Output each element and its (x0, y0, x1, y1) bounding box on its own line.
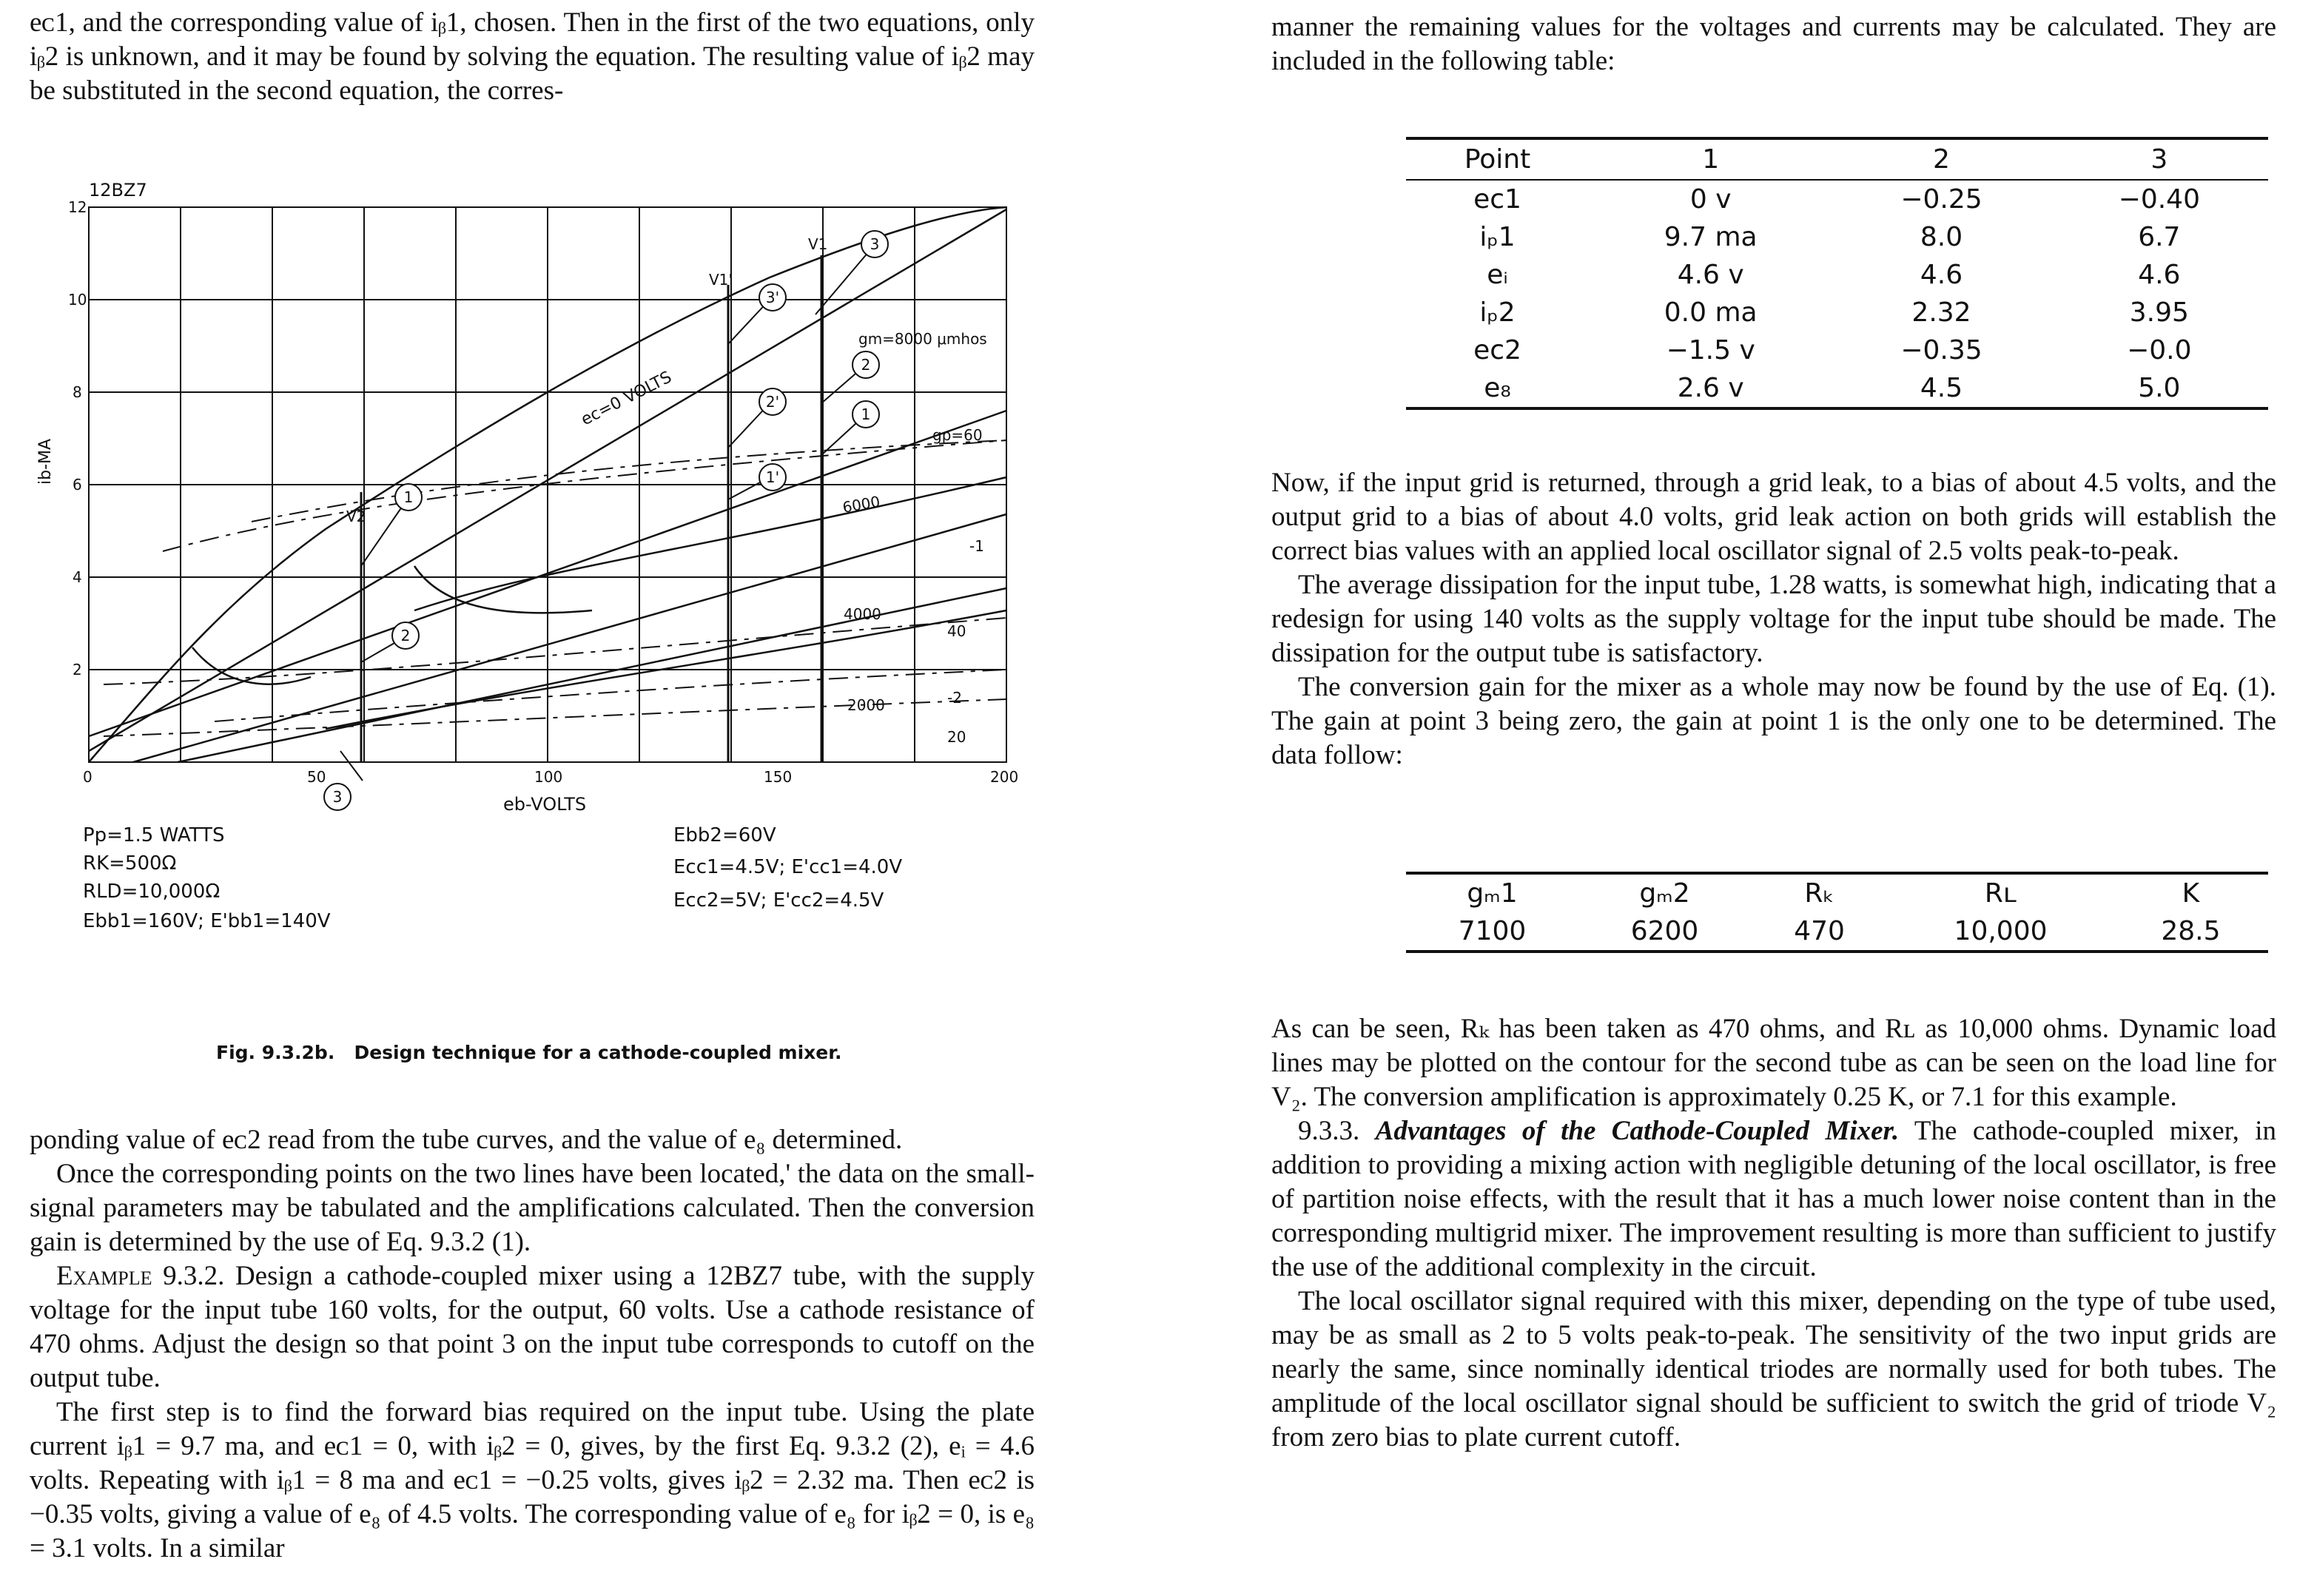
table-cell: eᵢ (1487, 260, 1508, 290)
table-cell: eᴄ1 (1473, 184, 1521, 215)
table-cell: −0.35 (1900, 335, 1982, 366)
table-cell: −1.5 v (1666, 335, 1755, 366)
y-tick-8: 8 (73, 383, 82, 401)
y-tick-6: 6 (73, 476, 82, 494)
point-label: 3 (332, 788, 343, 806)
contour-label-6000: 6000 (841, 492, 882, 516)
table2-header: Rʟ (1984, 878, 2017, 909)
tube-label: 12BZ7 (89, 180, 147, 201)
note-ecc1: Ecc1=4.5V; E'cc1=4.0V (673, 856, 903, 878)
table-cell: 4.6 (1920, 260, 1963, 290)
contour-label-minus1: -1 (969, 537, 984, 555)
figure-notes (83, 824, 902, 932)
table-cell: 2.32 (1911, 297, 1971, 328)
y-tick-10: 10 (68, 291, 87, 309)
example-text: Design a cathode-coupled mixer using a 12BZ7 tube, with the supply voltage for the input tube 160 volts, for the output, 60 volts. Use a cathode resistance of 470 ohms. Adjust the design so that point 3 on the input tube corresponds to cutoff on the output tube. (30, 1261, 1035, 1393)
example-label: Example 9.3.2. (56, 1261, 225, 1291)
figure-9-3-2b (30, 166, 1036, 951)
paragraph-advantages (1271, 1114, 2276, 1284)
paragraph-manner: manner the remaining values for the voltages and currents may be calculated. They are included in the following table: (1271, 12, 2276, 76)
table-cell: iₚ1 (1479, 222, 1516, 252)
table-cell: 0.0 ma (1664, 297, 1758, 328)
point-label: 1 (403, 488, 414, 506)
table1-header: 2 (1933, 144, 1950, 175)
table1-header: Point (1464, 144, 1531, 175)
point-label: 3 (870, 235, 880, 253)
paragraph-now: Now, if the input grid is returned, through a grid leak, to a bias of about 4.5 volts, and the output grid to a bias of about 4.0 volts, grid leak action on both grids will establish the correct bias values with an applied local oscillator signal of 2.5 volts peak-to-peak. (1271, 468, 2276, 566)
point-label: 1 (861, 405, 871, 423)
table-row (1406, 256, 2268, 294)
point-label: 1' (765, 468, 780, 486)
right-bottom-text (1271, 1012, 2276, 1455)
table-cell: e₈ (1484, 373, 1511, 403)
table-row (1406, 369, 2268, 408)
vertical-markers (361, 255, 821, 762)
y-tick-12: 12 (68, 198, 87, 216)
contour-label-minus2: -2 (947, 689, 962, 707)
table-voltages-currents (1406, 137, 2268, 410)
paragraph-once: Once the corresponding points on the two lines have been located,' the data on the small-signal parameters may be tabulated and the amplifications calculated. Then the conversion gain is determined by the use of Eq. 9.3.2 (1). (30, 1159, 1035, 1257)
y-axis-label: ib-MA (36, 438, 55, 485)
load-line-lower-b (178, 588, 1006, 762)
left-top-text (30, 6, 1035, 108)
table-cell: 8.0 (1920, 222, 1963, 252)
table-cell: 0 v (1689, 184, 1732, 215)
x-tick-150: 150 (764, 768, 793, 786)
section-title: Advantages of the Cathode-Coupled Mixer. (1375, 1116, 1900, 1146)
x-tick-0: 0 (83, 768, 93, 786)
paragraph-as-seen: As can be seen, Rₖ has been taken as 470 ohms, and Rʟ as 10,000 ohms. Dynamic load lines may be plotted on the contour for the second tube as can be seen on the load line for V₂. The conversion amplification is approximately 0.25 K, or 7.1 for this example. (1271, 1014, 2276, 1112)
point-label: 3' (765, 289, 780, 306)
paragraph-dissipation: The average dissipation for the input tube, 1.28 watts, is somewhat high, indicating that a redesign for using 140 volts as the supply voltage for the input tube should be made. The dissipation for the output tube is satisfactory. (1271, 570, 2276, 668)
v1-prime-label: V1' (709, 271, 733, 289)
figure-caption (216, 1042, 842, 1063)
v2-label: V2 (346, 508, 366, 525)
table1-header: 3 (2150, 144, 2168, 175)
advantages-text: The cathode-coupled mixer, in addition to providing a mixing action with negligible detuning of the local oscillator, is free of partition noise effects, with the result that it has a much lower noise content than in the corresponding multigrid mixer. The improvement resulting is more than sufficient to justify the use of the additional complexity in the circuit. (1271, 1116, 2277, 1282)
x-tick-200: 200 (990, 768, 1019, 786)
point-label: 2' (765, 393, 780, 411)
table-cell: 4.6 (2138, 260, 2181, 290)
table-cell: 4.6 v (1677, 260, 1744, 290)
table-cell: −0.40 (2118, 184, 2200, 215)
table-cell: 4.5 (1920, 373, 1963, 403)
note-pp: Pp=1.5 WATTS (83, 824, 225, 846)
y-tick-4: 4 (73, 568, 82, 586)
paragraph-conversion: The conversion gain for the mixer as a whole may now be found by the use of Eq. (1). The gain at point 3 being zero, the gain at point 1 is the only one to be determined. The data follow: (1271, 672, 2276, 770)
table2-header: gₘ2 (1639, 878, 1690, 909)
point-label: 2 (400, 627, 411, 644)
table2-header: gₘ1 (1467, 878, 1518, 909)
contour-label-4000: 4000 (844, 605, 881, 623)
table-cell: −0.25 (1900, 184, 1982, 215)
table-cell: 9.7 ma (1664, 222, 1758, 252)
contour-label-40: 40 (947, 622, 966, 640)
table-cell: eᴄ2 (1473, 335, 1521, 366)
paragraph-ponding: ponding value of eᴄ2 read from the tube curves, and the value of e₈ determined. (30, 1125, 903, 1155)
x-tick-50: 50 (307, 768, 326, 786)
note-ecc2: Ecc2=5V; E'cc2=4.5V (673, 889, 884, 912)
table-gain-data (1406, 872, 2268, 953)
load-line-lower-a (133, 514, 1006, 762)
note-rk: RK=500Ω (83, 852, 177, 875)
right-middle-text (1271, 466, 2276, 772)
point-markers (324, 231, 888, 810)
x-tick-100: 100 (534, 768, 563, 786)
caption-label: Fig. 9.3.2b. (216, 1042, 335, 1063)
note-ebb2: Ebb2=60V (673, 824, 776, 846)
curve-minus1 (414, 477, 1006, 610)
table2-header: K (2182, 878, 2200, 909)
contour-label-20: 20 (947, 728, 966, 746)
table-cell: 2.6 v (1677, 373, 1744, 403)
section-number: 9.3.3. (1298, 1116, 1360, 1146)
right-top-text (1271, 10, 2276, 78)
contour-label-2000: 2000 (847, 696, 885, 714)
table2-value: 470 (1794, 916, 1845, 946)
table-row (1406, 294, 2268, 331)
left-bottom-text (30, 1123, 1035, 1566)
v1-label: V1 (808, 235, 828, 253)
paragraph-example (30, 1259, 1035, 1395)
table-cell: 5.0 (2138, 373, 2181, 403)
table-row (1406, 180, 2268, 218)
table2-header: Rₖ (1804, 878, 1834, 909)
y-tick-2: 2 (73, 661, 82, 679)
table-cell: iₚ2 (1479, 297, 1516, 328)
x-axis-label: eb-VOLTS (503, 794, 587, 815)
table-cell: 6.7 (2138, 222, 2181, 252)
table-cell: 3.95 (2129, 297, 2189, 328)
gp-label: gp=60 (932, 426, 983, 444)
table-row (1406, 218, 2268, 256)
paragraph-top-left: eᴄ1, and the corresponding value of iᵦ1, chosen. Then in the first of the two equations, only iᵦ2 is unknown, and it may be found by solving the equation. The resulting value of iᵦ2 may be substituted in the second equation, the corres- (30, 7, 1035, 106)
caption-text: Design technique for a cathode-coupled mixer. (354, 1042, 842, 1063)
paragraph-local-oscillator: The local oscillator signal required with this mixer, depending on the type of tube used, may be as small as 2 to 5 volts peak-to-peak. The sensitivity of the two input grids are nearly the same, since nominally identical triodes are normally used for both tubes. The amplitude of the local oscillator signal should be sufficient to switch the grid of triode V₂ from zero bias to plate current cutoff. (1271, 1286, 2276, 1452)
note-rld: RLD=10,000Ω (83, 881, 221, 903)
table2-value: 7100 (1458, 916, 1527, 946)
table2-value: 6200 (1630, 916, 1699, 946)
point-label: 2 (861, 356, 871, 374)
table-cell: −0.0 (2127, 335, 2192, 366)
point-label-group (333, 235, 880, 806)
table2-value: 28.5 (2161, 916, 2221, 946)
paragraph-first-step: The first step is to find the forward bias required on the input tube. Using the plate current iᵦ1 = 9.7 ma, and eᴄ1 = 0, with iᵦ2 = 0, gives, by the first Eq. 9.3.2 (2), eᵢ = 4.6 volts. Repeating with iᵦ1 = 8 ma and eᴄ1 = −0.25 volts, gives iᵦ2 = 2.32 ma. Then eᴄ2 is −0.35 volts, giving a value of e₈ of 4.5 volts. The corresponding value of e₈ for iᵦ2 = 0, is e₈ = 3.1 volts. In a similar (30, 1397, 1035, 1563)
table-row (1406, 331, 2268, 369)
note-ebb1: Ebb1=160V; E'bb1=140V (83, 910, 331, 932)
curve-label-ec0: ec=0 VOLTS (578, 368, 675, 430)
table2-value: 10,000 (1954, 916, 2048, 946)
table1-header: 1 (1702, 144, 1720, 175)
gm-label: gm=8000 μmhos (858, 330, 987, 348)
